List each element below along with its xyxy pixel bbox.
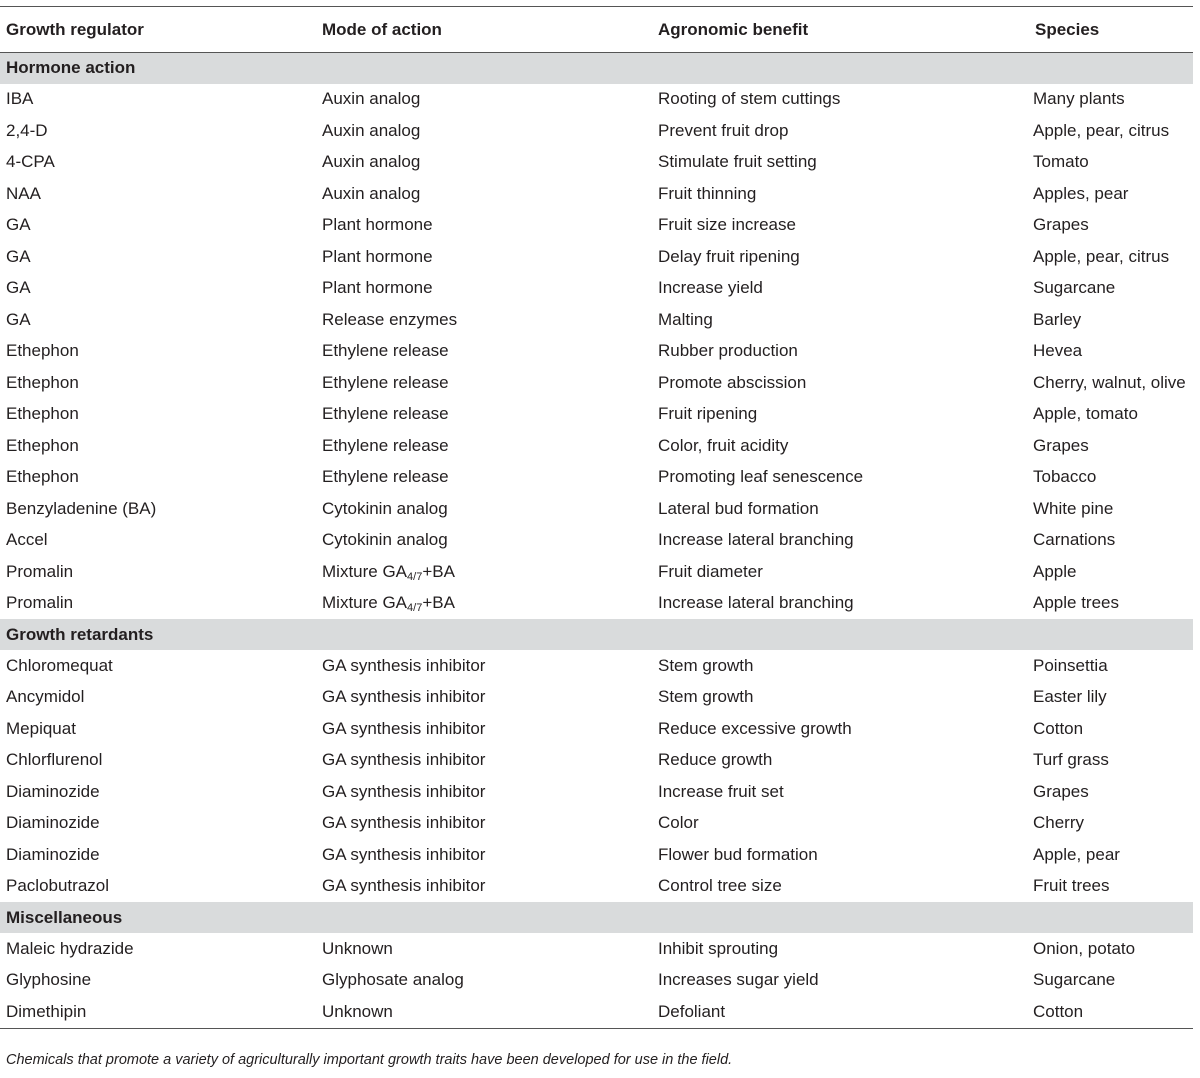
cell-agronomic-benefit: Control tree size xyxy=(658,876,782,896)
table-row xyxy=(0,745,1193,777)
cell-growth-regulator: GA xyxy=(6,215,31,235)
cell-agronomic-benefit: Increase lateral branching xyxy=(658,530,854,550)
cell-mode-of-action: Ethylene release xyxy=(322,404,449,424)
table-caption: Chemicals that promote a variety of agriculturally important growth traits have been developed for use in the field. xyxy=(6,1052,733,1068)
cell-agronomic-benefit: Color xyxy=(658,813,699,833)
table-row xyxy=(0,178,1193,210)
growth-regulator-table-container xyxy=(0,6,1193,1029)
cell-agronomic-benefit: Increase yield xyxy=(658,278,763,298)
cell-agronomic-benefit: Lateral bud formation xyxy=(658,498,819,518)
cell-growth-regulator: Diaminozide xyxy=(6,844,100,864)
cell-agronomic-benefit: Fruit size increase xyxy=(658,215,796,235)
section-header-row xyxy=(0,53,1193,84)
cell-growth-regulator: Benzyladenine (BA) xyxy=(6,498,157,518)
cell-agronomic-benefit: Stem growth xyxy=(658,687,754,707)
cell-species: Fruit trees xyxy=(1033,876,1110,896)
table-row xyxy=(0,808,1193,840)
cell-mode-of-action: GA synthesis inhibitor xyxy=(322,687,486,707)
table-row xyxy=(0,871,1193,903)
table-row xyxy=(0,588,1193,620)
header-agronomic-benefit: Agronomic benefit xyxy=(652,7,1029,53)
cell-species: Apples, pear xyxy=(1033,183,1129,203)
cell-growth-regulator: NAA xyxy=(6,183,41,203)
cell-growth-regulator: Paclobutrazol xyxy=(6,876,110,896)
table-row xyxy=(0,273,1193,305)
cell-species: Apple trees xyxy=(1033,593,1119,613)
cell-growth-regulator: Ethephon xyxy=(6,372,79,392)
cell-agronomic-benefit: Reduce growth xyxy=(658,750,773,770)
header-growth-regulator: Growth regulator xyxy=(0,7,316,53)
cell-mode-of-action: Unknown xyxy=(322,1001,393,1021)
table-row xyxy=(0,462,1193,494)
table-row xyxy=(0,430,1193,462)
cell-growth-regulator: GA xyxy=(6,246,31,266)
cell-agronomic-benefit: Flower bud formation xyxy=(658,844,818,864)
cell-mode-of-action: Cytokinin analog xyxy=(322,530,448,550)
table-row xyxy=(0,210,1193,242)
cell-species: Barley xyxy=(1033,309,1082,329)
cell-growth-regulator: GA xyxy=(6,278,31,298)
table-row xyxy=(0,525,1193,557)
table-row xyxy=(0,933,1193,965)
cell-mode-of-action: Ethylene release xyxy=(322,435,449,455)
cell-mode-of-action: Glyphosate analog xyxy=(322,970,464,990)
cell-growth-regulator: 2,4-D xyxy=(6,120,48,140)
cell-species: Sugarcane xyxy=(1033,278,1116,298)
cell-species: Carnations xyxy=(1033,530,1116,550)
cell-species: Grapes xyxy=(1033,215,1089,235)
cell-mode-of-action: GA synthesis inhibitor xyxy=(322,655,486,675)
cell-growth-regulator: Maleic hydrazide xyxy=(6,938,134,958)
cell-species: Cherry, walnut, olive xyxy=(1033,372,1186,392)
section-title: Hormone action xyxy=(0,53,1193,84)
cell-mode-of-action: Ethylene release xyxy=(322,467,449,487)
cell-growth-regulator: Ethephon xyxy=(6,404,79,424)
table-row xyxy=(0,367,1193,399)
cell-mode-of-action: Auxin analog xyxy=(322,89,421,109)
cell-species: Many plants xyxy=(1033,89,1125,109)
cell-growth-regulator: Glyphosine xyxy=(6,970,92,990)
cell-mode-of-action: Release enzymes xyxy=(322,309,458,329)
cell-species: Hevea xyxy=(1033,341,1083,361)
cell-growth-regulator: Diaminozide xyxy=(6,781,100,801)
cell-mode-of-action: Unknown xyxy=(322,938,393,958)
cell-species: White pine xyxy=(1033,498,1114,518)
cell-growth-regulator: Mepiquat xyxy=(6,718,76,738)
table-row xyxy=(0,115,1193,147)
table-row xyxy=(0,84,1193,116)
table-row xyxy=(0,996,1193,1028)
cell-growth-regulator: Dimethipin xyxy=(6,1001,87,1021)
header-species: Species xyxy=(1029,7,1193,53)
cell-species: Tomato xyxy=(1033,152,1089,172)
cell-species: Grapes xyxy=(1033,435,1089,455)
cell-agronomic-benefit: Fruit ripening xyxy=(658,404,758,424)
table-row xyxy=(0,147,1193,179)
cell-species: Onion, potato xyxy=(1033,938,1136,958)
table-bottom-rule xyxy=(0,1028,1193,1029)
table-row xyxy=(0,682,1193,714)
cell-mode-of-action: Ethylene release xyxy=(322,372,449,392)
cell-agronomic-benefit: Promoting leaf senescence xyxy=(658,467,864,487)
cell-agronomic-benefit: Color, fruit acidity xyxy=(658,435,789,455)
cell-mode-of-action: Plant hormone xyxy=(322,278,433,298)
cell-species: Easter lily xyxy=(1033,687,1107,707)
table-row xyxy=(0,839,1193,871)
table-row xyxy=(0,650,1193,682)
mode-tail: +BA xyxy=(422,593,455,613)
cell-growth-regulator: Chloromequat xyxy=(6,655,113,675)
cell-agronomic-benefit: Fruit thinning xyxy=(658,183,757,203)
cell-agronomic-benefit: Prevent fruit drop xyxy=(658,120,789,140)
cell-growth-regulator: Ethephon xyxy=(6,467,79,487)
cell-mode-of-action xyxy=(316,588,652,620)
table-row xyxy=(0,556,1193,588)
cell-agronomic-benefit: Increase fruit set xyxy=(658,781,784,801)
cell-species: Sugarcane xyxy=(1033,970,1116,990)
section-header-row xyxy=(0,619,1193,650)
table-header-row xyxy=(0,7,1193,53)
section-title: Growth retardants xyxy=(0,619,1193,650)
mode-tail: +BA xyxy=(422,561,455,581)
table-row xyxy=(0,336,1193,368)
cell-species: Tobacco xyxy=(1033,467,1097,487)
cell-agronomic-benefit: Increase lateral branching xyxy=(658,593,854,613)
cell-growth-regulator: 4-CPA xyxy=(6,152,55,172)
cell-growth-regulator: Ancymidol xyxy=(6,687,85,707)
table-body xyxy=(0,53,1193,1028)
cell-agronomic-benefit: Defoliant xyxy=(658,1001,726,1021)
cell-species: Cotton xyxy=(1033,1001,1084,1021)
cell-species: Apple, pear xyxy=(1033,844,1120,864)
cell-growth-regulator: GA xyxy=(6,309,31,329)
cell-growth-regulator: Promalin xyxy=(6,593,74,613)
cell-mode-of-action: GA synthesis inhibitor xyxy=(322,718,486,738)
cell-agronomic-benefit: Rubber production xyxy=(658,341,798,361)
mode-subscript: 4/7 xyxy=(407,570,423,583)
cell-species: Poinsettia xyxy=(1033,655,1108,675)
cell-agronomic-benefit: Stem growth xyxy=(658,655,754,675)
table-row xyxy=(0,493,1193,525)
cell-species: Apple, pear, citrus xyxy=(1033,120,1170,140)
cell-mode-of-action: GA synthesis inhibitor xyxy=(322,750,486,770)
cell-mode-of-action: Auxin analog xyxy=(322,120,421,140)
table-row xyxy=(0,304,1193,336)
cell-mode-of-action xyxy=(316,556,652,588)
table-row xyxy=(0,241,1193,273)
cell-mode-of-action: Cytokinin analog xyxy=(322,498,448,518)
cell-agronomic-benefit: Stimulate fruit setting xyxy=(658,152,817,172)
cell-agronomic-benefit: Delay fruit ripening xyxy=(658,246,800,266)
cell-agronomic-benefit: Malting xyxy=(658,309,713,329)
cell-species: Cotton xyxy=(1033,718,1084,738)
growth-regulator-table xyxy=(0,6,1193,1028)
cell-mode-of-action: Ethylene release xyxy=(322,341,449,361)
cell-species: Cherry xyxy=(1033,813,1085,833)
cell-agronomic-benefit: Inhibit sprouting xyxy=(658,938,779,958)
cell-agronomic-benefit: Rooting of stem cuttings xyxy=(658,89,841,109)
cell-growth-regulator: Ethephon xyxy=(6,435,79,455)
cell-growth-regulator: IBA xyxy=(6,89,34,109)
cell-mode-of-action: Auxin analog xyxy=(322,152,421,172)
mode-subscript: 4/7 xyxy=(407,602,423,615)
cell-agronomic-benefit: Promote abscission xyxy=(658,372,807,392)
cell-growth-regulator: Accel xyxy=(6,530,48,550)
mode-text: Mixture GA xyxy=(322,561,408,581)
cell-species: Grapes xyxy=(1033,781,1089,801)
cell-mode-of-action: Plant hormone xyxy=(322,246,433,266)
mode-text: Mixture GA xyxy=(322,593,408,613)
cell-species: Apple xyxy=(1033,561,1077,581)
cell-agronomic-benefit: Increases sugar yield xyxy=(658,970,819,990)
cell-growth-regulator: Diaminozide xyxy=(6,813,100,833)
cell-species: Apple, tomato xyxy=(1033,404,1138,424)
cell-mode-of-action: GA synthesis inhibitor xyxy=(322,844,486,864)
cell-mode-of-action: Plant hormone xyxy=(322,215,433,235)
table-row xyxy=(0,965,1193,997)
section-title: Miscellaneous xyxy=(0,902,1193,933)
cell-mode-of-action: GA synthesis inhibitor xyxy=(322,781,486,801)
cell-growth-regulator: Chlorflurenol xyxy=(6,750,103,770)
section-header-row xyxy=(0,902,1193,933)
cell-mode-of-action: Auxin analog xyxy=(322,183,421,203)
cell-agronomic-benefit: Fruit diameter xyxy=(658,561,763,581)
cell-species: Apple, pear, citrus xyxy=(1033,246,1170,266)
cell-species: Turf grass xyxy=(1033,750,1109,770)
cell-growth-regulator: Promalin xyxy=(6,561,74,581)
table-row xyxy=(0,776,1193,808)
table-row xyxy=(0,399,1193,431)
cell-mode-of-action: GA synthesis inhibitor xyxy=(322,813,486,833)
cell-agronomic-benefit: Reduce excessive growth xyxy=(658,718,852,738)
cell-mode-of-action: GA synthesis inhibitor xyxy=(322,876,486,896)
cell-growth-regulator: Ethephon xyxy=(6,341,79,361)
header-mode-of-action: Mode of action xyxy=(316,7,652,53)
table-row xyxy=(0,713,1193,745)
